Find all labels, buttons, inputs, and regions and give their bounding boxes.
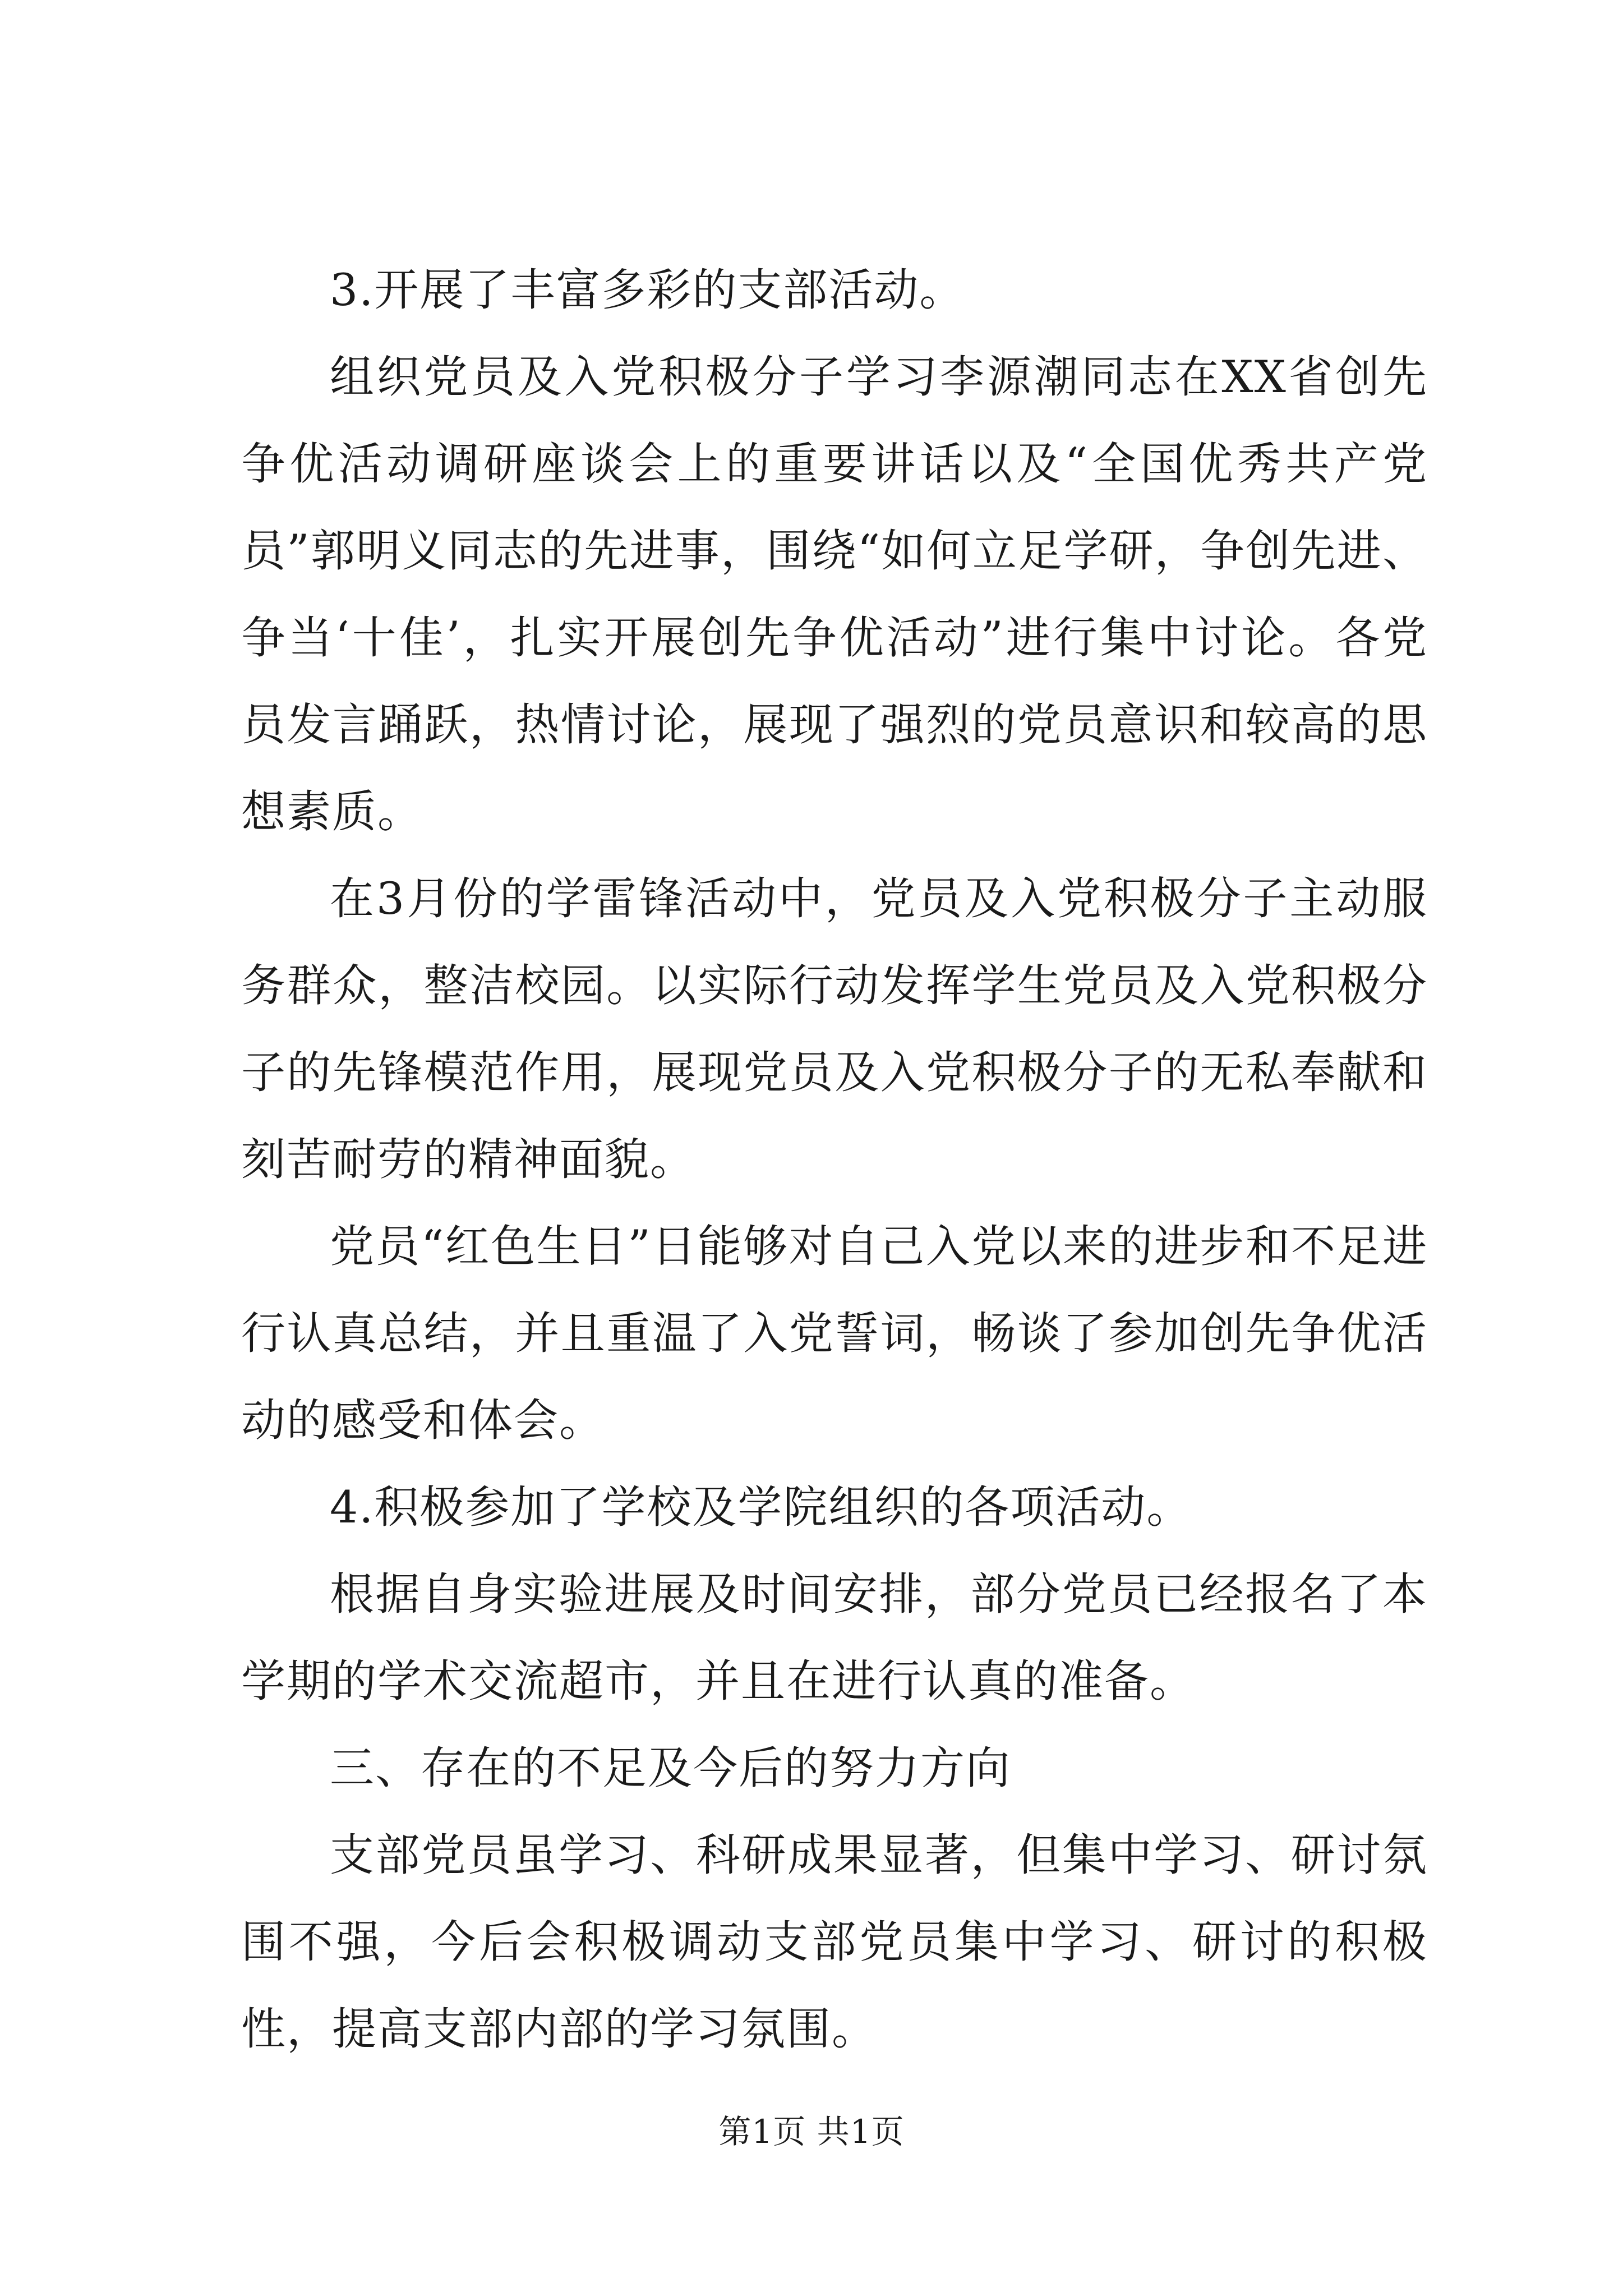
paragraph-heading-4: 4.积极参加了学校及学院组织的各项活动。 [330,1481,1192,1533]
paragraph-leifeng-activity: 在3月份的学雷锋活动中，党员及入党积极分子主动服务群众，整洁校园。以实际行动发挥学生党员及入党积极分子的先锋模范作用，展现党员及入党积极分子的无私奉献和刻苦耐劳的精神面貌。 [241,873,1428,1185]
paragraph-heading-3: 3.开展了丰富多彩的支部活动。 [330,264,965,316]
paragraph-red-birthday: 党员“红色生日”日能够对自己入党以来的进步和不足进行认真总结，并且重温了入党誓词，畅谈了参加创先争优活动的感受和体会。 [241,1221,1428,1446]
document-body [241,247,1428,2073]
paragraph-academic-exchange: 根据自身实验进展及时间安排，部分党员已经报名了本学期的学术交流超市，并且在进行认真的准备。 [241,1568,1428,1707]
page-footer: 第1页 共1页 [718,2113,905,2151]
paragraph-study-activity: 组织党员及入党积极分子学习李源潮同志在XX省创先争优活动调研座谈会上的重要讲话以及“全国优秀共产党员”郭明义同志的先进事，围绕“如何立足学研，争创先进、争当‘十佳’，扎实开展创先争优活动”进行集中讨论。各党员发言踊跃，热情讨论，展现了强烈的党员意识和较高的思想素质。 [241,351,1428,838]
paragraph-shortcomings: 支部党员虽学习、科研成果显著，但集中学习、研讨氛围不强，今后会积极调动支部党员集中学习、研讨的积极性，提高支部内部的学习氛围。 [241,1829,1428,2055]
paragraph-section-three-heading: 三、存在的不足及今后的努力方向 [330,1742,1011,1794]
